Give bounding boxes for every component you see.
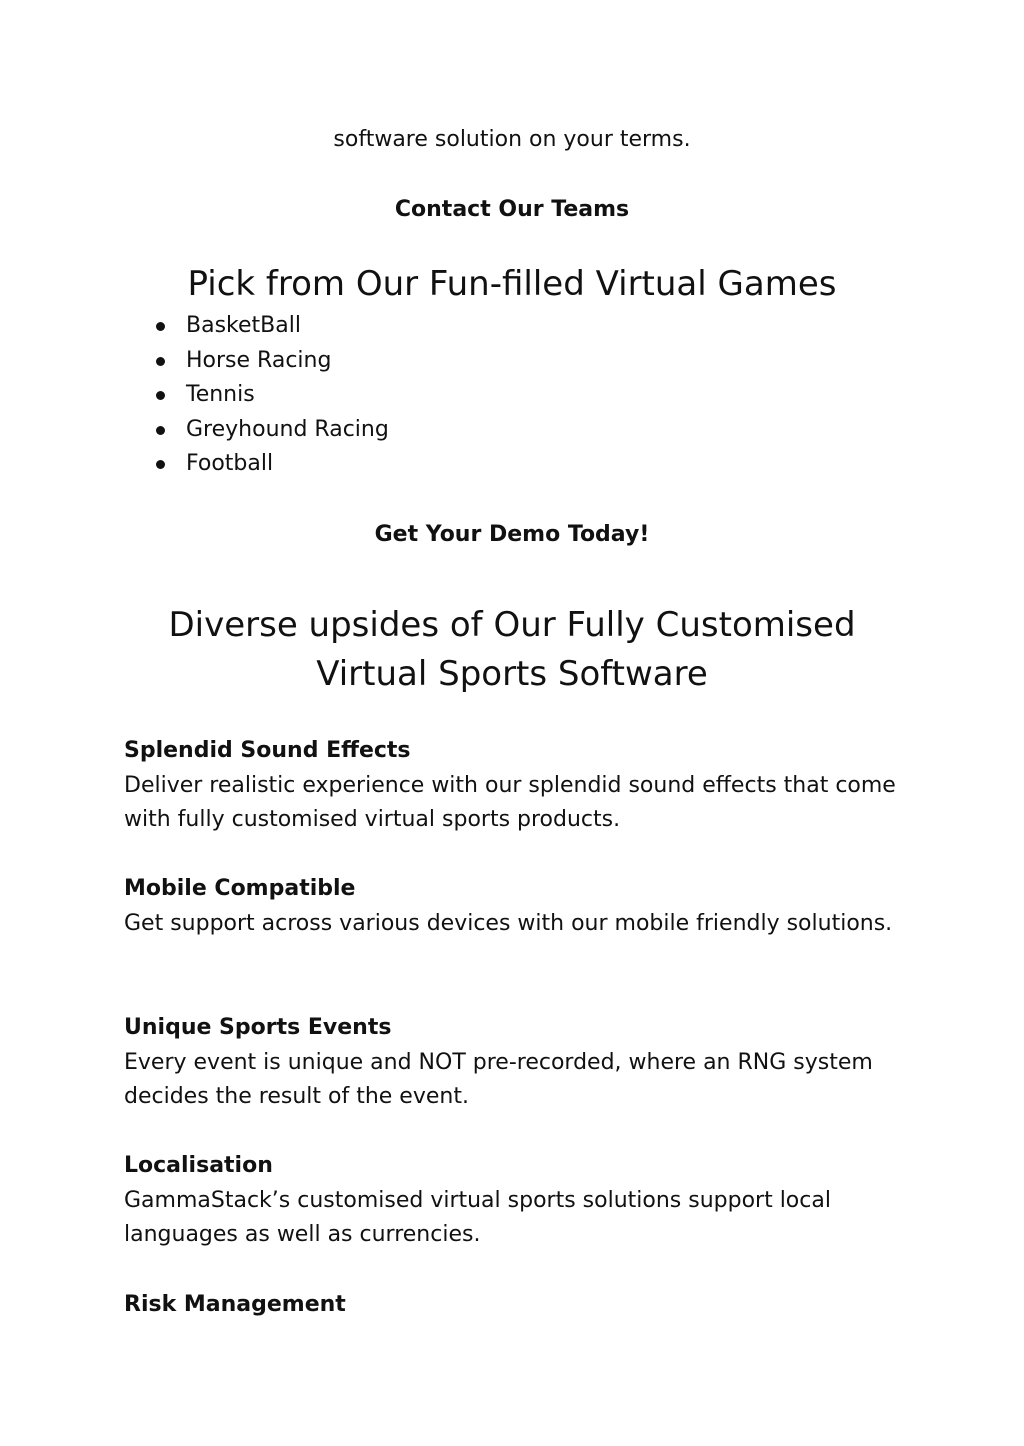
benefits-heading-line-1: Diverse upsides of Our Fully Customised [168, 605, 856, 645]
benefits-heading [124, 601, 900, 699]
game-item-label: Tennis [186, 382, 255, 408]
game-item-label: BasketBall [186, 313, 301, 338]
list-item [156, 413, 389, 448]
benefits-heading-line-2: Virtual Sports Software [316, 654, 708, 694]
feature-description: Get support across various devices with our mobile friendly solutions. [124, 910, 893, 936]
list-item [156, 344, 389, 379]
feature-sound-effects [124, 734, 900, 838]
list-item [156, 378, 389, 413]
game-item-label: Horse Racing [186, 347, 332, 373]
bullet-icon [156, 460, 165, 469]
feature-mobile-compatible [124, 872, 900, 941]
bullet-icon [156, 357, 165, 366]
feature-localisation [124, 1149, 900, 1253]
feature-title: Localisation [124, 1153, 273, 1178]
game-item-label: Greyhound Racing [186, 416, 389, 442]
feature-risk-management [124, 1288, 900, 1323]
games-heading: Pick from Our Fun-filled Virtual Games [187, 264, 837, 304]
list-item [156, 309, 389, 344]
feature-description: Deliver realistic experience with our splendid sound effects that come with fully customised virtual sports products. [124, 772, 896, 833]
feature-title: Unique Sports Events [124, 1015, 392, 1040]
games-list [156, 309, 389, 482]
contact-teams-link[interactable]: Contact Our Teams [394, 197, 630, 222]
bullet-icon [156, 391, 165, 400]
feature-title: Risk Management [124, 1292, 346, 1317]
feature-description: Every event is unique and NOT pre-recorded, where an RNG system decides the result of the event. [124, 1049, 873, 1110]
intro-text: software solution on your terms. [333, 127, 691, 152]
get-demo-link[interactable]: Get Your Demo Today! [374, 522, 650, 547]
feature-title: Mobile Compatible [124, 876, 356, 901]
feature-unique-events [124, 1011, 900, 1115]
bullet-icon [156, 426, 165, 435]
list-item [156, 447, 389, 482]
feature-description: GammaStack’s customised virtual sports solutions support local languages as well as currencies. [124, 1187, 831, 1248]
game-item-label: Football [186, 451, 274, 477]
feature-title: Splendid Sound Effects [124, 738, 411, 763]
bullet-icon [156, 322, 165, 331]
